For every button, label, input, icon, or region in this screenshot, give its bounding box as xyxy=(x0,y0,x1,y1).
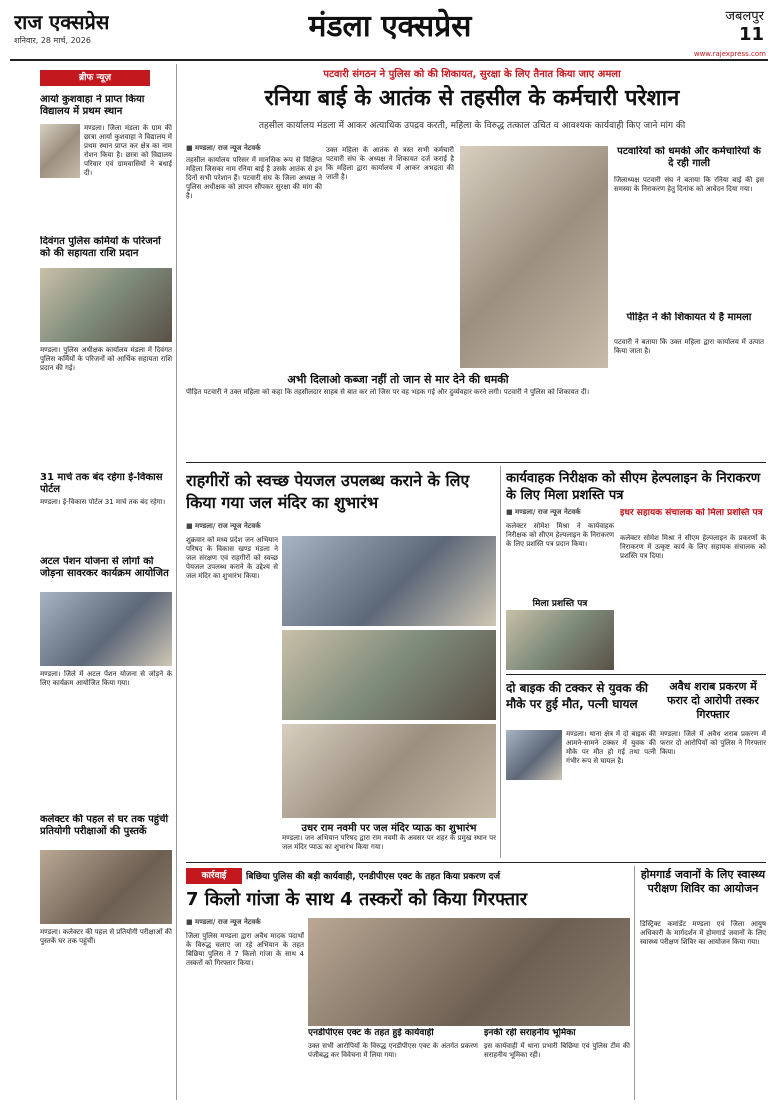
sidebar-headline-2: दिवंगत पुलिस कर्मियों के परिजनों को की सहायता राशि प्रदान xyxy=(40,236,161,259)
jal-mandir-photo-1 xyxy=(282,536,496,626)
column-divider-2 xyxy=(634,866,635,1100)
story2-caption-body: मण्डला। जन अभियान परिषद द्वारा राम नवमी के अवसर पर शहर के प्रमुख स्थान पर जल मंदिर प्याऊ का शुभारंभ किया गया। xyxy=(282,834,496,851)
story4-body: मण्डला। थाना क्षेत्र में दो बाइक की आमने-सामने टक्कर में युवक की मौके पर मौत हो गई तथा पत्नी गंभीर रूप से घायल है। xyxy=(566,730,656,765)
section-rule-1 xyxy=(186,462,766,463)
story6-kicker: बिछिया पुलिस की बड़ी कार्यवाही, एनडीपीएस एक्ट के तहत किया प्रकरण दर्ज xyxy=(246,872,501,882)
jal-mandir-photo-2 xyxy=(282,630,496,720)
sidebar-body-3: मण्डला। ई-विकास पोर्टल 31 मार्च तक बंद रहेगा। xyxy=(40,498,166,506)
arrest-photo xyxy=(308,918,630,1026)
story6-caption-body: उक्त सभी आरोपियों के विरुद्ध एनडीपीएस एक्ट के अंतर्गत प्रकरण पंजीबद्ध कर विवेचना में लिया गया। xyxy=(308,1042,478,1059)
jal-mandir-photo-3 xyxy=(282,724,496,818)
story3-side-headline: इधर सहायक संचालक को मिला प्रशस्ति पत्र xyxy=(620,508,763,518)
sidebar-body-1: मण्डला। जिला मंडला के ग्राम की छात्रा आर्या कुशवाहा ने विद्यालय में प्रथम स्थान प्राप्त कर क्षेत्र का नाम रोशन किया है। छात्रा को विद्यालय परिवार एवं ग्रामवासियों ने बधाई दी। xyxy=(84,124,172,177)
story3-headline: कार्यवाहक निरीक्षक को सीएम हेल्पलाइन के निराकरण के लिए मिला प्रशस्ति पत्र xyxy=(506,471,761,503)
lead-byline: ■ मण्डला/ राज न्यूज नेटवर्क xyxy=(186,144,261,152)
story6-body: जिला पुलिस मण्डला द्वारा अवैध मादक पदार्थों के विरुद्ध चलाए जा रहे अभियान के तहत बिछिया पुलिस ने 7 किलो गांजा के साथ 4 तस्करों को गिरफ्तार किया। xyxy=(186,932,304,967)
sidebar-headline-1: आर्या कुशवाहा ने प्राप्त किया विद्यालय में प्रथम स्थान xyxy=(40,94,145,117)
story3-byline: ■ मण्डला/ राज न्यूज नेटवर्क xyxy=(506,508,581,516)
pension-photo xyxy=(40,592,172,666)
sidebar-body-2: मण्डला। पुलिस अधीक्षक कार्यालय मंडला में दिवंगत पुलिस कर्मियों के परिजनों को आर्थिक सहायता राशि प्रदान की गई। xyxy=(40,346,172,372)
page-number: 11 xyxy=(738,24,764,45)
woman-protest-photo xyxy=(460,146,608,368)
certificate-photo xyxy=(506,610,614,670)
story4-headline: दो बाइक की टक्कर से युवक की मौके पर हुई मौत, पत्नी घायल xyxy=(506,681,648,711)
website: www.rajexpress.com xyxy=(693,50,766,58)
sidebar-headline-5: कलेक्टर की पहल से घर तक पहुंची प्रतियोगी परीक्षाओं की पुस्तकें xyxy=(40,814,169,837)
page-title: मंडला एक्सप्रेस xyxy=(308,9,472,44)
story6-byline: ■ मण्डला/ राज न्यूज नेटवर्क xyxy=(186,918,261,926)
story5-headline: अवैध शराब प्रकरण में फरार दो आरोपी तस्कर गिरफ्तार xyxy=(667,680,759,721)
story6-headline: 7 किलो गांजा के साथ 4 तस्करों को किया गिरफ्तार xyxy=(186,889,528,910)
lead-side-headline-2: पीड़ित ने की शिकायत ये है मामला xyxy=(626,312,752,323)
story3-side-body: कलेक्टर सोमेश मिश्रा ने सीएम हेल्पलाइन के प्रकरणों के निराकरण में उत्कृष्ट कार्य के लिए सहायक संचालक को प्रशस्ति पत्र दिया। xyxy=(620,534,766,560)
lead-side-headline-1: पटवारियों को धमकी और कर्मचारियों के दे रही गाली xyxy=(617,146,761,169)
story3-body: कलेक्टर सोमेश मिश्रा ने कार्यवाहक निरीक्षक को सीएम हेल्पलाइन के निराकरण के लिए प्रशस्ति पत्र प्रदान किया। xyxy=(506,522,614,548)
lead-subhead: अभी दिलाओ कब्जा नहीं तो जान से मार देने की धमकी xyxy=(287,373,509,386)
column-divider xyxy=(500,466,501,858)
lead-body-col1: तहसील कार्यालय परिसर में मानसिक रूप से विक्षिप्त महिला जिसका नाम रनिया बाई है उसके आतंक से इन दिनों सभी परेशान हैं। पटवारी संघ के जिला अध्यक्ष ने पुलिस अधीक्षक को ज्ञापन सौंपकर सुरक्षा की मांग की है। xyxy=(186,156,322,200)
sidebar-body-4: मण्डला। जिले में अटल पेंशन योजना से जोड़ने के लिए कार्यक्रम आयोजित किया गया। xyxy=(40,670,172,687)
lead-kicker: पटवारी संगठन ने पुलिस को की शिकायत, सुरक्षा के लिए तैनात किया जाए अमला xyxy=(323,69,621,80)
lead-side-body-2: पटवारी ने बताया कि उक्त महिला द्वारा कार्यालय में उत्पात किया जाता है। xyxy=(614,338,764,355)
sidebar-headline-4: अटल पेंशन योजना से लोगों को जोड़ना सावरकर कार्यक्रम आयोजित xyxy=(40,556,169,579)
student-photo xyxy=(40,124,80,178)
section-rule-2 xyxy=(506,674,766,675)
lead-subbody: पीड़ित पटवारी ने उक्त महिला को कहा कि तहसीलदार साहब से बात कर लो जिस पर वह भड़क गई और दुर्व्यवहार करने लगी। पटवारी ने पुलिस को शिकायत दी। xyxy=(186,388,590,396)
lead-headline: रनिया बाई के आतंक से तहसील के कर्मचारी परेशान xyxy=(264,86,680,111)
story6-sub: इनकी रही सराहनीय भूमिका xyxy=(484,1028,576,1038)
lead-deck: तहसील कार्यालय मंडला में आकर अत्याधिक उपद्रव करती, महिला के विरुद्ध तत्काल उचित व आवश्यक कार्यवाही किए जाने मांग की xyxy=(258,121,686,131)
story5-body: मण्डला। जिले में अवैध शराब प्रकरण में फरार दो आरोपियों को पुलिस ने गिरफ्तार किया। xyxy=(660,730,766,756)
lead-body-col2: उक्त महिला के आतंक से त्रस्त सभी कर्मचारी पटवारी संघ के अध्यक्ष ने शिकायत दर्ज कराई है कि महिला द्वारा कार्यालय में आकर अभद्रता की जाती है। xyxy=(326,146,454,181)
section-rule-3 xyxy=(186,862,766,863)
story6-sub-body: इस कार्यवाही में थाना प्रभारी बिछिया एवं पुलिस टीम की सराहनीय भूमिका रही। xyxy=(484,1042,630,1059)
city: जबलपुर xyxy=(725,9,764,24)
story7-headline: होमगार्ड जवानों के लिए स्वास्थ्य परीक्षण शिविर का आयोजन xyxy=(640,868,766,895)
story7-body: डिस्ट्रिक्ट कमांडेंट मण्डला एवं जिला आयुष अधिकारी के मार्गदर्शन में होमगार्ड जवानों के लिए स्वास्थ्य परीक्षण शिविर का आयोजन किया गया। xyxy=(640,920,766,946)
sidebar-body-5: मण्डला। कलेक्टर की पहल से प्रतियोगी परीक्षाओं की पुस्तकें घर तक पहुंचीं। xyxy=(40,928,172,945)
sidebar-headline-3: 31 मार्च तक बंद रहेगा ई-विकास पोर्टल xyxy=(40,472,163,495)
story2-caption: उधर राम नवमी पर जल मंदिर प्याऊ का शुभारंभ xyxy=(301,823,477,834)
donation-photo xyxy=(40,268,172,342)
sidebar-divider xyxy=(176,64,177,1100)
story6-caption: एनडीपीएस एक्ट के तहत हुई कार्यवाही xyxy=(308,1028,434,1038)
brand-logo: राज एक्सप्रेस xyxy=(14,10,110,34)
story3-sub: मिला प्रशस्ति पत्र xyxy=(532,599,588,609)
issue-date: शनिवार, 28 मार्च, 2026 xyxy=(14,36,91,45)
lead-side-body-1: जिलाध्यक्ष पटवारी संघ ने बताया कि रनिया बाई की इस समस्या के निराकरण हेतु दिनांक को आवेदन दिया गया। xyxy=(614,176,764,193)
story2-body: शुक्रवार को मध्य प्रदेश जन अभियान परिषद के विकास खण्ड मंडला ने जल संरक्षण एवं राहगीरों को स्वच्छ पेयजल उपलब्ध कराने के उद्देश्य से जल मंदिर का शुभारंभ किया। xyxy=(186,536,278,580)
masthead-rule xyxy=(10,59,768,61)
story2-byline: ■ मण्डला/ राज न्यूज नेटवर्क xyxy=(186,522,261,530)
accident-photo xyxy=(506,730,562,780)
story6-label: कार्रवाई xyxy=(186,868,242,884)
story2-headline: राहगीरों को स्वच्छ पेयजल उपलब्ध कराने के लिए किया गया जल मंदिर का शुभारंभ xyxy=(186,471,470,512)
books-photo xyxy=(40,850,172,924)
sidebar-label: ब्रीफ न्यूज़ xyxy=(40,70,150,86)
